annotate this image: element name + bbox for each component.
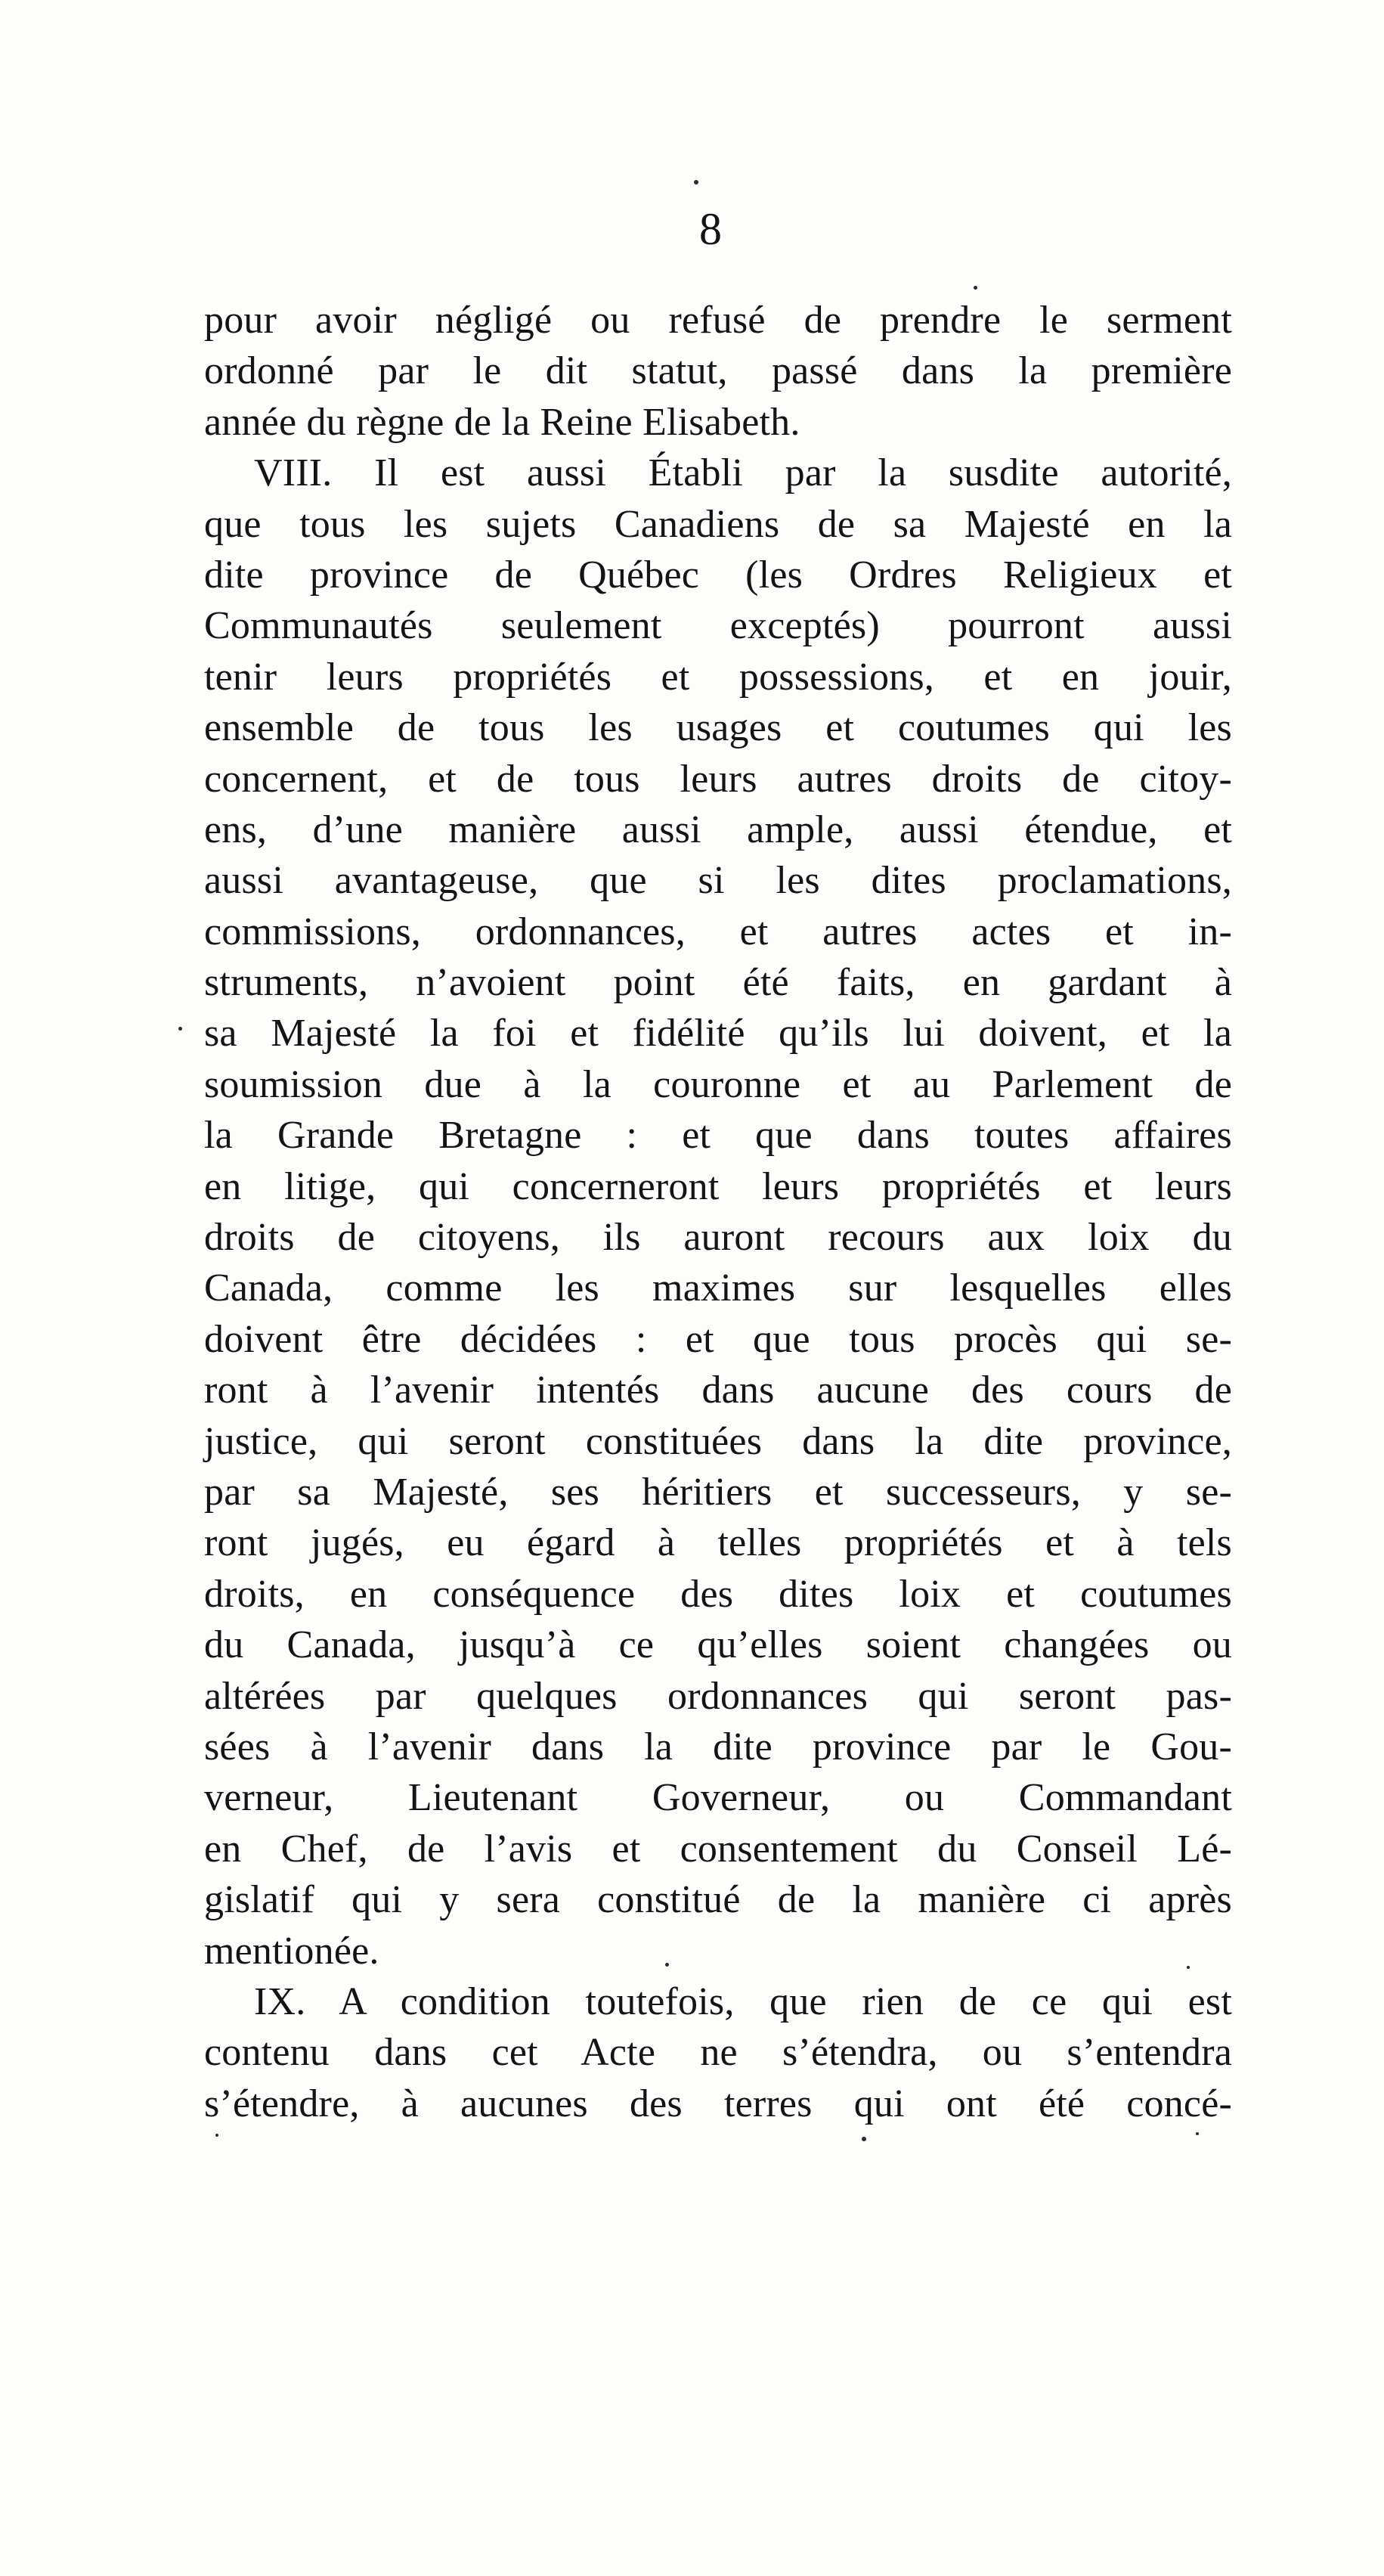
- text-line: doivent être décidées : et que tous procès qui se-: [204, 1317, 1232, 1361]
- section-heading-line: IX. A condition toutefois, que rien de ce qui est: [254, 1979, 1232, 2023]
- text-line: contenu dans cet Acte ne s’étendra, ou s’entendra: [204, 2031, 1232, 2075]
- text-line: soumission due à la couronne et au Parlement de: [204, 1062, 1232, 1106]
- text-line: en Chef, de l’avis et consentement du Conseil Lé-: [204, 1827, 1232, 1871]
- text-line: justice, qui seront constituées dans la dite province,: [204, 1419, 1232, 1463]
- text-line: ordonné par le dit statut, passé dans la première: [204, 349, 1232, 393]
- ink-speck: [178, 1027, 182, 1031]
- text-line: altérées par quelques ordonnances qui seront pas-: [204, 1674, 1232, 1718]
- text-line: dite province de Québec (les Ordres Religieux et: [204, 553, 1232, 597]
- text-line: en litige, qui concerneront leurs propriétés et leurs: [204, 1164, 1232, 1208]
- text-line: s’étendre, à aucunes des terres qui ont été concé-: [204, 2082, 1232, 2125]
- text-line: la Grande Bretagne : et que dans toutes affaires: [204, 1114, 1232, 1158]
- text-line: droits de citoyens, ils auront recours aux loix du: [204, 1216, 1232, 1260]
- text-line: commissions, ordonnances, et autres actes et in-: [204, 910, 1232, 953]
- text-line: aussi avantageuse, que si les dites proclamations,: [204, 859, 1232, 903]
- text-line: ront à l’avenir intentés dans aucune des cours de: [204, 1369, 1232, 1412]
- text-line: Canada, comme les maximes sur lesquelles elles: [204, 1266, 1232, 1310]
- ink-speck: [215, 2134, 218, 2137]
- text-line: pour avoir négligé ou refusé de prendre le serment: [204, 299, 1232, 342]
- text-line: ens, d’une manière aussi ample, aussi étendue, et: [204, 808, 1232, 851]
- body-text: [204, 295, 1232, 2129]
- text-line: concernent, et de tous leurs autres droits de citoy-: [204, 757, 1232, 801]
- text-line: sa Majesté la foi et fidélité qu’ils lui doivent, et la: [204, 1012, 1232, 1056]
- page-number: 8: [699, 204, 722, 254]
- text-line: année du règne de la Reine Elisabeth.: [204, 400, 800, 444]
- text-line: verneur, Lieutenant Governeur, ou Commandant: [204, 1776, 1232, 1820]
- text-line: ront jugés, eu égard à telles propriétés et à tels: [204, 1521, 1232, 1565]
- text-line: par sa Majesté, ses héritiers et successeurs, y se-: [204, 1470, 1232, 1514]
- text-line: sées à l’avenir dans la dite province par le Gou-: [204, 1725, 1232, 1768]
- ink-speck: [665, 1963, 669, 1967]
- text-line: Communautés seulement exceptés) pourront aussi: [204, 604, 1232, 648]
- text-line: struments, n’avoient point été faits, en gardant à: [204, 961, 1232, 1005]
- ink-speck: [862, 2137, 866, 2141]
- text-line: tenir leurs propriétés et possessions, et en jouir,: [204, 655, 1232, 699]
- text-line: droits, en conséquence des dites loix et coutumes: [204, 1572, 1232, 1616]
- ink-speck: [694, 180, 698, 184]
- section-heading-line: VIII. Il est aussi Établi par la susdite autorité,: [254, 451, 1232, 495]
- text-line: mentionée.: [204, 1929, 379, 1973]
- text-line: ensemble de tous les usages et coutumes qui les: [204, 706, 1232, 750]
- ink-speck: [1187, 1966, 1190, 1969]
- text-line: du Canada, jusqu’à ce qu’elles soient changées ou: [204, 1623, 1232, 1667]
- text-line: que tous les sujets Canadiens de sa Majesté en la: [204, 502, 1232, 546]
- text-line: gislatif qui y sera constitué de la manière ci après: [204, 1878, 1232, 1922]
- ink-speck: [1196, 2132, 1199, 2135]
- ink-speck: [974, 286, 977, 290]
